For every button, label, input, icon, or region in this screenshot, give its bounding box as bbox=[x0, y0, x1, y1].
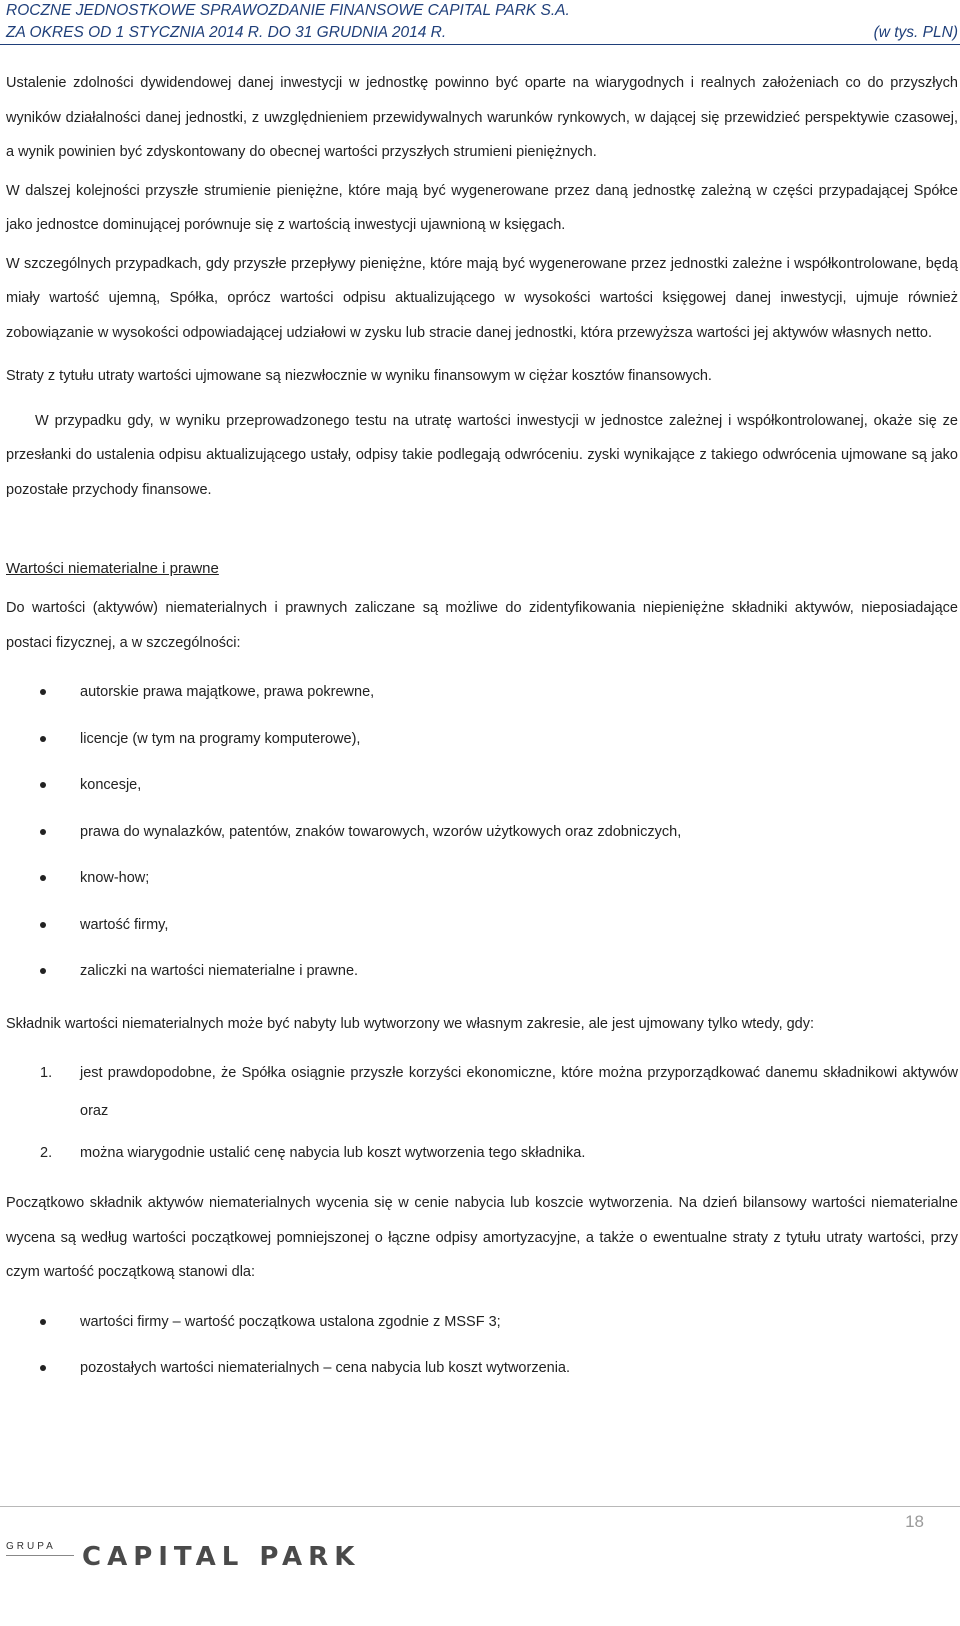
list-item: licencje (w tym na programy komputerowe), bbox=[6, 728, 958, 750]
section-heading: Wartości niematerialne i prawne bbox=[6, 560, 219, 577]
recognition-condition-intro: Składnik wartości niematerialnych może być nabyty lub wytworzony we własnym zakresie, ale jest ujmowany tylko wtedy, gdy: bbox=[6, 1015, 815, 1032]
list-item: wartości firmy – wartość początkowa ustalona zgodnie z MSSF 3; bbox=[6, 1311, 958, 1333]
bullet-icon bbox=[40, 736, 46, 742]
paragraph: Ustalenie zdolności dywidendowej danej inwestycji w jednostkę powinno być oparte na wiarygodnych i realnych założeniach co do przyszłych wyników działalności danej jednostki, z uwzględnieniem przewidywalnych warunków rynkowych, w dającej się przewidzieć perspektywie czasowej, a wynik powinien być zdyskontowany do obecnej wartości przyszłych strumieni pieniężnych. bbox=[6, 75, 958, 160]
list-item: prawa do wynalazków, patentów, znaków towarowych, wzorów użytkowych oraz zdobniczych, bbox=[6, 821, 958, 843]
list-item: pozostałych wartości niematerialnych – cena nabycia lub koszt wytworzenia. bbox=[6, 1357, 958, 1379]
paragraph: W przypadku gdy, w wyniku przeprowadzonego testu na utratę wartości inwestycji w jednostce zależnej i współkontrolowanej, okaże się ze przesłanki do ustalenia odpisu aktualizującego ustały, odpisy takie podlegają odwróceniu. zyski wynikające z takiego odwrócenia ujmowane są jako pozostałe przychody finansowe. bbox=[6, 412, 958, 498]
item-number: 1. bbox=[40, 1065, 53, 1081]
valuation-paragraph: Początkowo składnik aktywów niematerialnych wycenia się w cenie nabycia lub koszcie wytworzenia. Na dzień bilansowy wartości niematerialne wycena są według wartości początkowej pomniejszonej o łączne odpisy amortyzacyjne, a także o ewentualne straty z tytułu utraty wartości, przy czym wartość początkową stanowi dla: bbox=[6, 1195, 958, 1280]
list-item: koncesje, bbox=[6, 774, 958, 796]
logo-grupa-text: GRUPA bbox=[6, 1541, 56, 1552]
bullet-icon bbox=[40, 968, 46, 974]
initial-value-list bbox=[6, 1311, 958, 1379]
page-body bbox=[6, 66, 958, 1403]
logo-brand-text: CAPITAL PARK bbox=[82, 1542, 361, 1572]
currency-unit: (w tys. PLN) bbox=[873, 24, 958, 41]
header-divider bbox=[0, 44, 960, 45]
list-item: wartość firmy, bbox=[6, 914, 958, 936]
conditions-list bbox=[6, 1054, 958, 1172]
list-item: autorskie prawa majątkowe, prawa pokrewne, bbox=[6, 681, 958, 703]
header-period-row bbox=[6, 22, 958, 44]
list-item: 2. można wiarygodnie ustalić cenę nabycia lub koszt wytworzenia tego składnika. bbox=[6, 1134, 958, 1172]
bullet-icon bbox=[40, 689, 46, 695]
bullet-icon bbox=[40, 875, 46, 881]
page-number: 18 bbox=[905, 1512, 924, 1531]
bullet-icon bbox=[40, 829, 46, 835]
list-item: zaliczki na wartości niematerialne i prawne. bbox=[6, 960, 958, 982]
list-item: 1. jest prawdopodobne, że Spółka osiągnie przyszłe korzyści ekonomiczne, które można przyporządkować danemu składnikowi aktywów oraz bbox=[6, 1054, 958, 1130]
bullet-icon bbox=[40, 922, 46, 928]
intangibles-list bbox=[6, 681, 958, 982]
bullet-icon bbox=[40, 1319, 46, 1325]
item-number: 2. bbox=[40, 1145, 53, 1161]
section-intro: Do wartości (aktywów) niematerialnych i prawnych zaliczane są możliwe do zidentyfikowania niepieniężne składniki aktywów, nieposiadające postaci fizycznej, a w szczególności: bbox=[6, 600, 958, 651]
bullet-icon bbox=[40, 1365, 46, 1371]
logo-rule bbox=[6, 1555, 74, 1556]
page-header bbox=[6, 0, 958, 44]
paragraph: W dalszej kolejności przyszłe strumienie pieniężne, które mają być wygenerowane przez daną jednostkę zależną w części przypadającej Spółce jako jednostce dominującej porównuje się z wartością inwestycji ujawnioną w księgach. bbox=[6, 182, 958, 233]
report-period: ZA OKRES OD 1 STYCZNIA 2014 R. DO 31 GRUDNIA 2014 R. bbox=[6, 24, 447, 41]
footer-divider bbox=[0, 1506, 960, 1507]
report-title: ROCZNE JEDNOSTKOWE SPRAWOZDANIE FINANSOWE CAPITAL PARK S.A. bbox=[6, 2, 570, 19]
list-item: know-how; bbox=[6, 867, 958, 889]
paragraph: Straty z tytułu utraty wartości ujmowane są niezwłocznie w wyniku finansowym w ciężar kosztów finansowych. bbox=[6, 368, 712, 384]
paragraph: W szczególnych przypadkach, gdy przyszłe przepływy pieniężne, które mają być wygenerowane przez jednostki zależne i współkontrolowane, będą miały wartość ujemną, Spółka, oprócz wartości odpisu aktualizującego w wysokości wartości księgowej danej inwestycji, ujmuje również zobowiązanie w wysokości odpowiadającej udziałowi w zysku lub stracie danej jednostki, która przewyższa wartości jej aktywów własnych netto. bbox=[6, 255, 958, 341]
bullet-icon bbox=[40, 782, 46, 788]
header-title-row bbox=[6, 0, 958, 22]
